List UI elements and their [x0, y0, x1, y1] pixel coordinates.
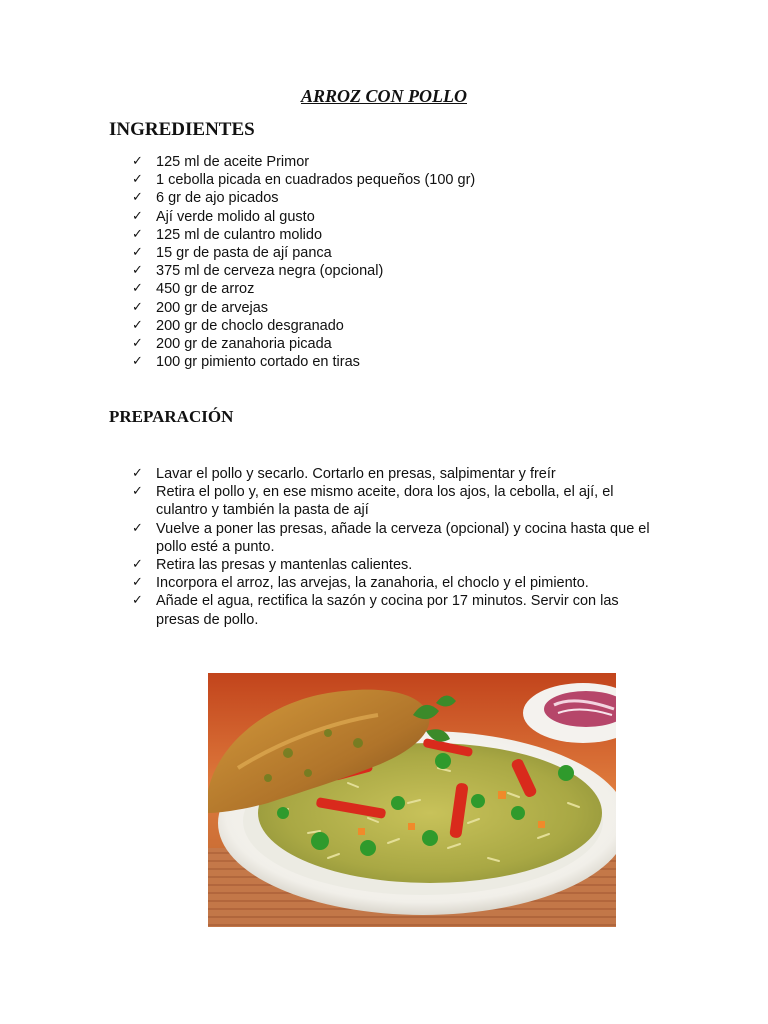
step-text: Incorpora el arroz, las arvejas, la zanahoria, el choclo y el pimiento. [156, 575, 589, 592]
ingredient-text: 200 gr de arvejas [156, 299, 269, 316]
ingredient-text: 6 gr de ajo picados [156, 190, 279, 207]
ingredients-list [132, 153, 475, 371]
list-item [132, 317, 475, 335]
list-item [132, 483, 652, 519]
checkmark-icon: ✓ [132, 520, 143, 536]
ingredient-text: 100 gr pimiento cortado en tiras [156, 354, 360, 371]
checkmark-icon: ✓ [132, 557, 143, 573]
ingredient-text: 200 gr de zanahoria picada [156, 336, 332, 353]
preparation-steps-list [132, 465, 652, 629]
list-item [132, 299, 475, 317]
list-item [132, 208, 475, 226]
step-text: Vuelve a poner las presas, añade la cerveza (opcional) y cocina hasta que el pollo esté a punto. [156, 520, 650, 555]
ingredient-text: 200 gr de choclo desgranado [156, 317, 344, 334]
step-text: Retira las presas y mantenlas calientes. [156, 557, 413, 574]
checkmark-icon: ✓ [132, 575, 143, 591]
ingredient-text: 375 ml de cerveza negra (opcional) [156, 263, 384, 280]
list-item [132, 244, 475, 262]
list-item [132, 592, 652, 628]
checkmark-icon: ✓ [132, 336, 143, 352]
checkmark-icon: ✓ [132, 263, 143, 279]
list-item [132, 465, 652, 483]
step-text: Añade el agua, rectifica la sazón y cocina por 17 minutos. Servir con las presas de pollo. [156, 593, 619, 628]
checkmark-icon: ✓ [132, 172, 143, 188]
dish-photo-icon [208, 673, 616, 927]
checkmark-icon: ✓ [132, 299, 143, 315]
checkmark-icon: ✓ [132, 466, 143, 481]
checkmark-icon: ✓ [132, 317, 143, 333]
preparation-heading: PREPARACIÓN [109, 407, 234, 426]
list-item [132, 189, 475, 207]
recipe-title: ARROZ CON POLLO [301, 86, 467, 106]
list-item [132, 171, 475, 189]
checkmark-icon: ✓ [132, 226, 143, 242]
list-item [132, 226, 475, 244]
step-text: Retira el pollo y, en ese mismo aceite, dora los ajos, la cebolla, el ají, el culantro y también la pasta de ají [156, 484, 614, 519]
ingredient-text: 1 cebolla picada en cuadrados pequeños (100 gr) [156, 172, 476, 189]
list-item [132, 556, 652, 574]
checkmark-icon: ✓ [132, 245, 143, 261]
ingredients-heading: INGREDIENTES [109, 119, 255, 140]
checkmark-icon: ✓ [132, 593, 143, 609]
list-item [132, 280, 475, 298]
checkmark-icon: ✓ [132, 354, 143, 370]
ingredient-text: 450 gr de arroz [156, 281, 255, 298]
list-item [132, 574, 652, 592]
ingredient-text: 125 ml de aceite Primor [156, 154, 310, 170]
ingredient-text: Ají verde molido al gusto [156, 208, 315, 225]
checkmark-icon: ✓ [132, 154, 143, 169]
list-item [132, 262, 475, 280]
checkmark-icon: ✓ [132, 281, 143, 297]
list-item [132, 335, 475, 353]
ingredient-text: 15 gr de pasta de ají panca [156, 245, 332, 262]
list-item [132, 520, 652, 556]
list-item [132, 153, 475, 171]
ingredient-text: 125 ml de culantro molido [156, 226, 323, 243]
checkmark-icon: ✓ [132, 208, 143, 224]
checkmark-icon: ✓ [132, 190, 143, 206]
dish-photo [208, 673, 616, 927]
list-item [132, 353, 475, 371]
checkmark-icon: ✓ [132, 484, 143, 500]
step-text: Lavar el pollo y secarlo. Cortarlo en presas, salpimentar y freír [156, 466, 556, 482]
